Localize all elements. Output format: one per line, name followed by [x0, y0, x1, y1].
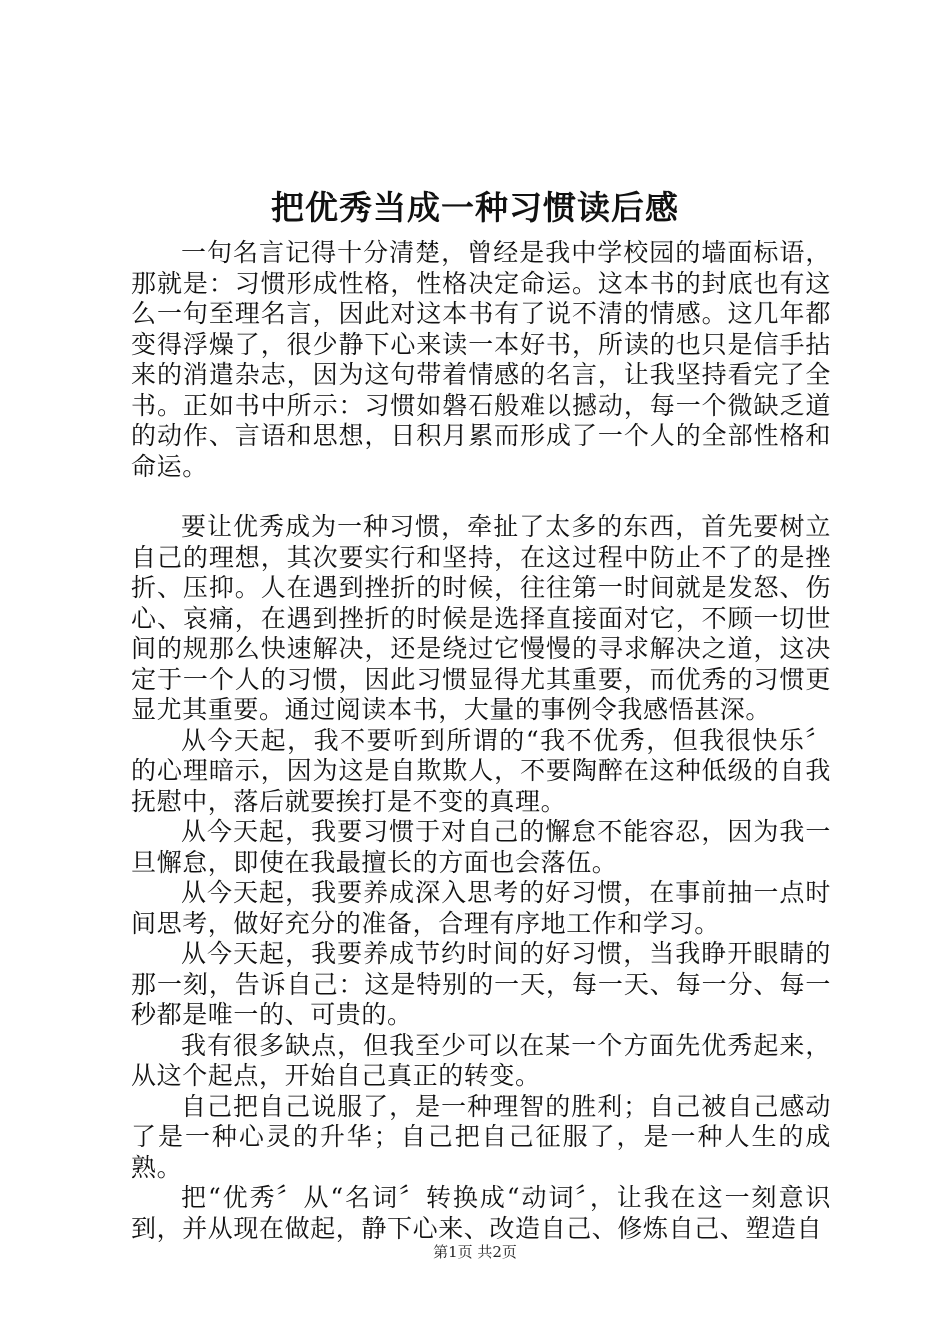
paragraph: 自己把自己说服了，是一种理智的胜利；自己被自己感动了是一种心灵的升华；自己把自己征服了，是一种人生的成熟。: [131, 1091, 831, 1182]
document-body: [131, 238, 831, 1244]
paragraph: 一句名言记得十分清楚，曾经是我中学校园的墙面标语，那就是：习惯形成性格，性格决定命运。这本书的封底也有这么一句至理名言，因此对这本书有了说不清的情感。这几年都变得浮燥了，很少静下心来读一本好书，所读的也只是信手拈来的消遣杂志，因为这句带着情感的名言，让我坚持看完了全书。正如书中所示：习惯如磐石般难以撼动，每一个微缺乏道的动作、言语和思想，日积月累而形成了一个人的全部性格和命运。: [131, 238, 831, 481]
paragraph: 从今天起，我要习惯于对自己的懈怠不能容忍，因为我一旦懈怠，即使在我最擅长的方面也会落伍。: [131, 817, 831, 877]
paragraph: 要让优秀成为一种习惯，牵扯了太多的东西，首先要树立自己的理想，其次要实行和坚持，在这过程中防止不了的是挫折、压抑。人在遇到挫折的时候，往往第一时间就是发怒、伤心、哀痛，在遇到挫折的时候是选择直接面对它，不顾一切世间的规那么快速解决，还是绕过它慢慢的寻求解决之道，这决定于一个人的习惯，因此习惯显得尤其重要，而优秀的习惯更显尤其重要。通过阅读本书，大量的事例令我感悟甚深。: [131, 512, 831, 724]
paragraph-spacer: [131, 482, 831, 512]
page-title: 把优秀当成一种习惯读后感: [271, 188, 679, 227]
paragraph: 从今天起，我要养成节约时间的好习惯，当我睁开眼睛的那一刻，告诉自己：这是特别的一天，每一天、每一分、每一秒都是唯一的、可贵的。: [131, 939, 831, 1029]
paragraph: 我有很多缺点，但我至少可以在某一个方面先优秀起来，从这个起点，开始自己真正的转变。: [131, 1030, 831, 1090]
page-footer: 第1页 共2页: [433, 1243, 517, 1261]
paragraph: 把“优秀〞从“名词〞转换成“动词〞，让我在这一刻意识到，并从现在做起，静下心来、改造自己、修炼自己、塑造自: [131, 1183, 831, 1243]
paragraph: 从今天起，我要养成深入思考的好习惯，在事前抽一点时间思考，做好充分的准备，合理有序地工作和学习。: [131, 878, 831, 938]
paragraph: 从今天起，我不要听到所谓的“我不优秀，但我很快乐〞的心理暗示，因为这是自欺欺人，不要陶醉在这种低级的自我抚慰中，落后就要挨打是不变的真理。: [131, 725, 831, 816]
